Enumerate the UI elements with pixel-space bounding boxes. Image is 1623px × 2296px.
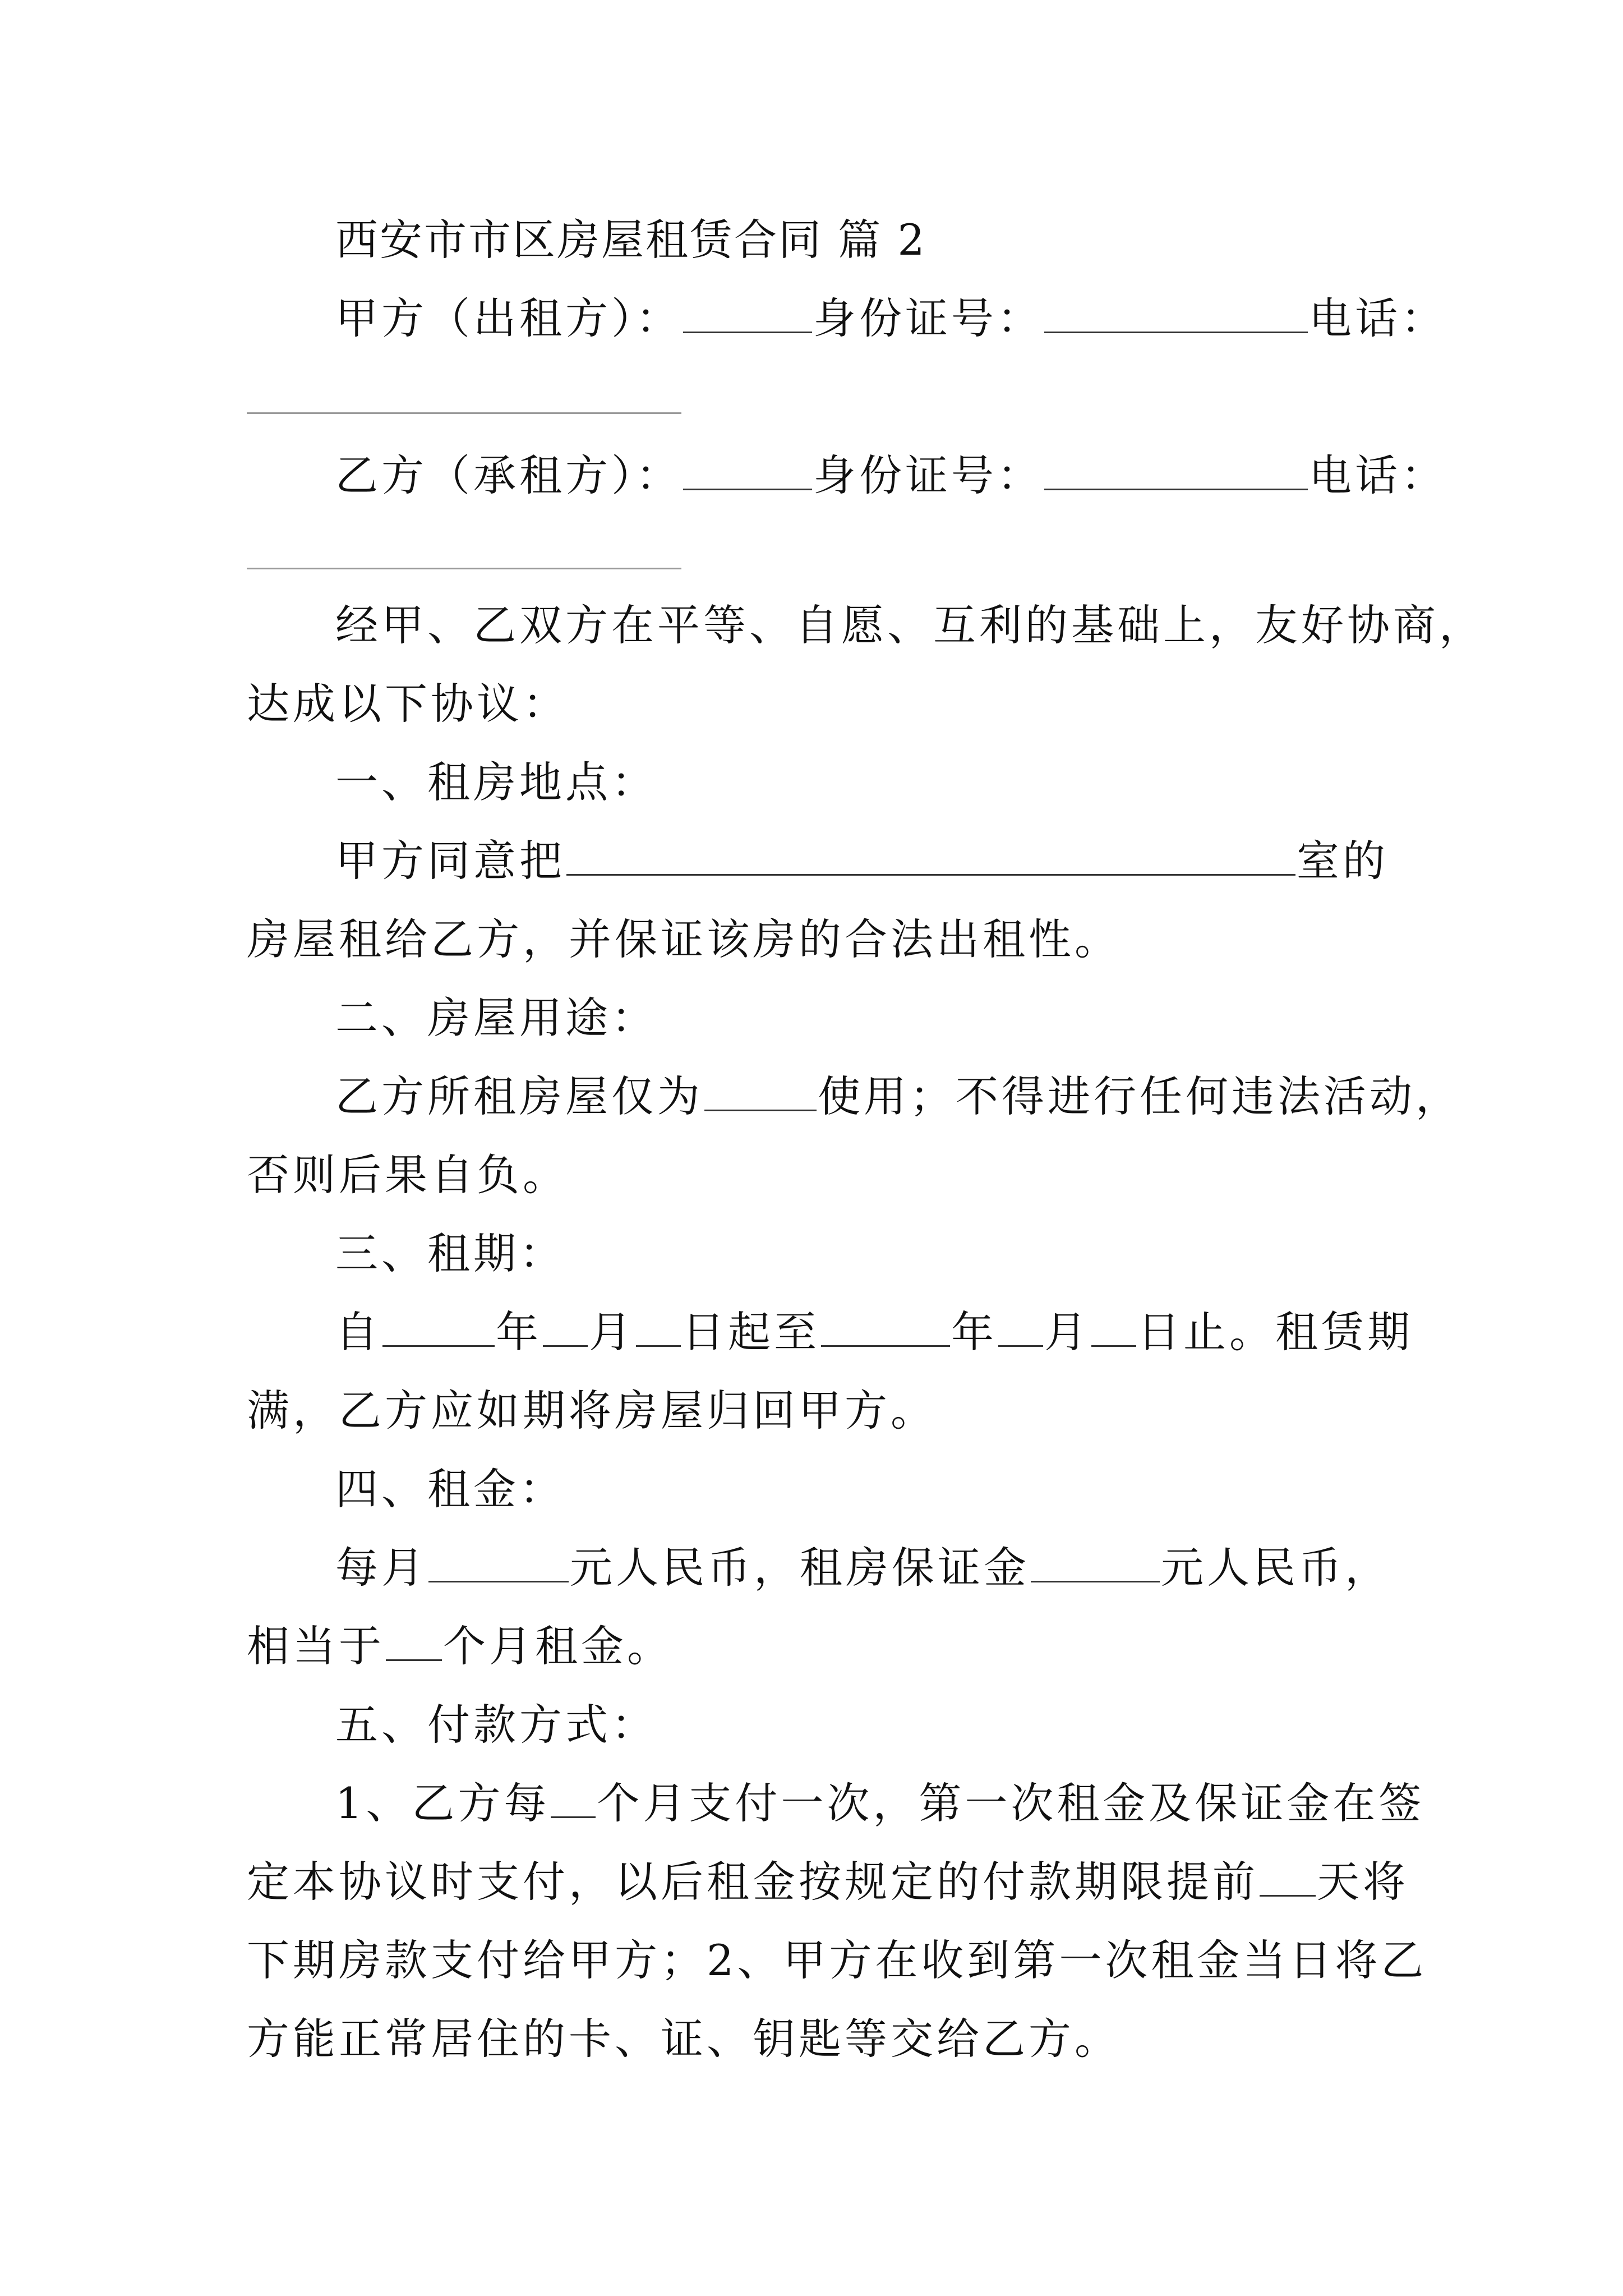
party-b-line [0, 448, 1623, 504]
section4-heading: 四、租金： [335, 1464, 565, 1514]
section5-line-1: 1、乙方每 个月支付一次，第一次租金及保证金在签 [335, 1778, 1425, 1828]
section3-line-1: 自 年 月 日起至 年 月 日止。租赁期 [335, 1307, 1413, 1357]
section2-line-2: 否则后果自负。 [247, 1150, 569, 1200]
monthly-rent-blank [428, 1542, 569, 1582]
payment-interval-blank [551, 1777, 596, 1818]
party-b-id-blank [1044, 449, 1308, 490]
section3-heading: 三、租期： [335, 1228, 565, 1278]
start-day-blank [636, 1306, 681, 1347]
start-month-blank [543, 1306, 588, 1347]
section4-line-1: 每月 元人民币，租房保证金 元人民币， [335, 1543, 1391, 1593]
section1-heading: 一、租房地点： [335, 757, 657, 807]
document-title: 西安市市区房屋租赁合同 篇 2 [335, 215, 926, 265]
party-b-phone-label: 电话： [1309, 450, 1447, 500]
section2-heading: 二、房屋用途： [335, 993, 657, 1043]
party-a-id-blank [1044, 292, 1308, 333]
address-blank [566, 835, 1295, 876]
section3-line-2: 满，乙方应如期将房屋归回甲方。 [247, 1386, 937, 1435]
party-a-line [0, 291, 1623, 347]
section5-line-3: 下期房款支付给甲方；2、甲方在收到第一次租金当日将乙 [247, 1935, 1427, 1985]
section2-line-1: 乙方所租房屋仅为 使用；不得进行任何违法活动， [335, 1071, 1461, 1121]
start-year-blank [382, 1306, 495, 1347]
intro-line-2: 达成以下协议： [247, 679, 569, 729]
party-b-phone-blank [247, 568, 681, 569]
party-a-label: 甲方（出租方）： [335, 293, 682, 343]
section5-line-4: 方能正常居住的卡、证、钥匙等交给乙方。 [247, 2014, 1121, 2064]
party-b-label: 乙方（承租方）： [335, 450, 682, 500]
end-year-blank [821, 1306, 950, 1347]
party-b-name-blank [683, 449, 812, 490]
party-a-name-blank [683, 292, 812, 333]
intro-line-1: 经甲、乙双方在平等、自愿、互利的基础上，友好协商， [335, 600, 1485, 650]
section5-heading: 五、付款方式： [335, 1700, 657, 1750]
party-a-phone-label: 电话： [1309, 293, 1447, 343]
deposit-blank [1031, 1542, 1160, 1582]
advance-days-blank [1260, 1856, 1316, 1897]
party-a-phone-blank [247, 412, 681, 414]
section4-line-2: 相当于 个月租金。 [247, 1621, 673, 1671]
deposit-months-blank [386, 1620, 442, 1661]
end-month-blank [998, 1306, 1043, 1347]
section1-line-2: 房屋租给乙方，并保证该房的合法出租性。 [247, 914, 1121, 964]
end-day-blank [1091, 1306, 1136, 1347]
party-b-id-label: 身份证号： [813, 450, 1043, 500]
usage-blank [704, 1070, 817, 1111]
party-a-id-label: 身份证号： [813, 293, 1043, 343]
section5-line-2: 定本协议时支付，以后租金按规定的付款期限提前 天将 [247, 1857, 1409, 1907]
section1-line-1: 甲方同意把 室的 [335, 836, 1389, 886]
